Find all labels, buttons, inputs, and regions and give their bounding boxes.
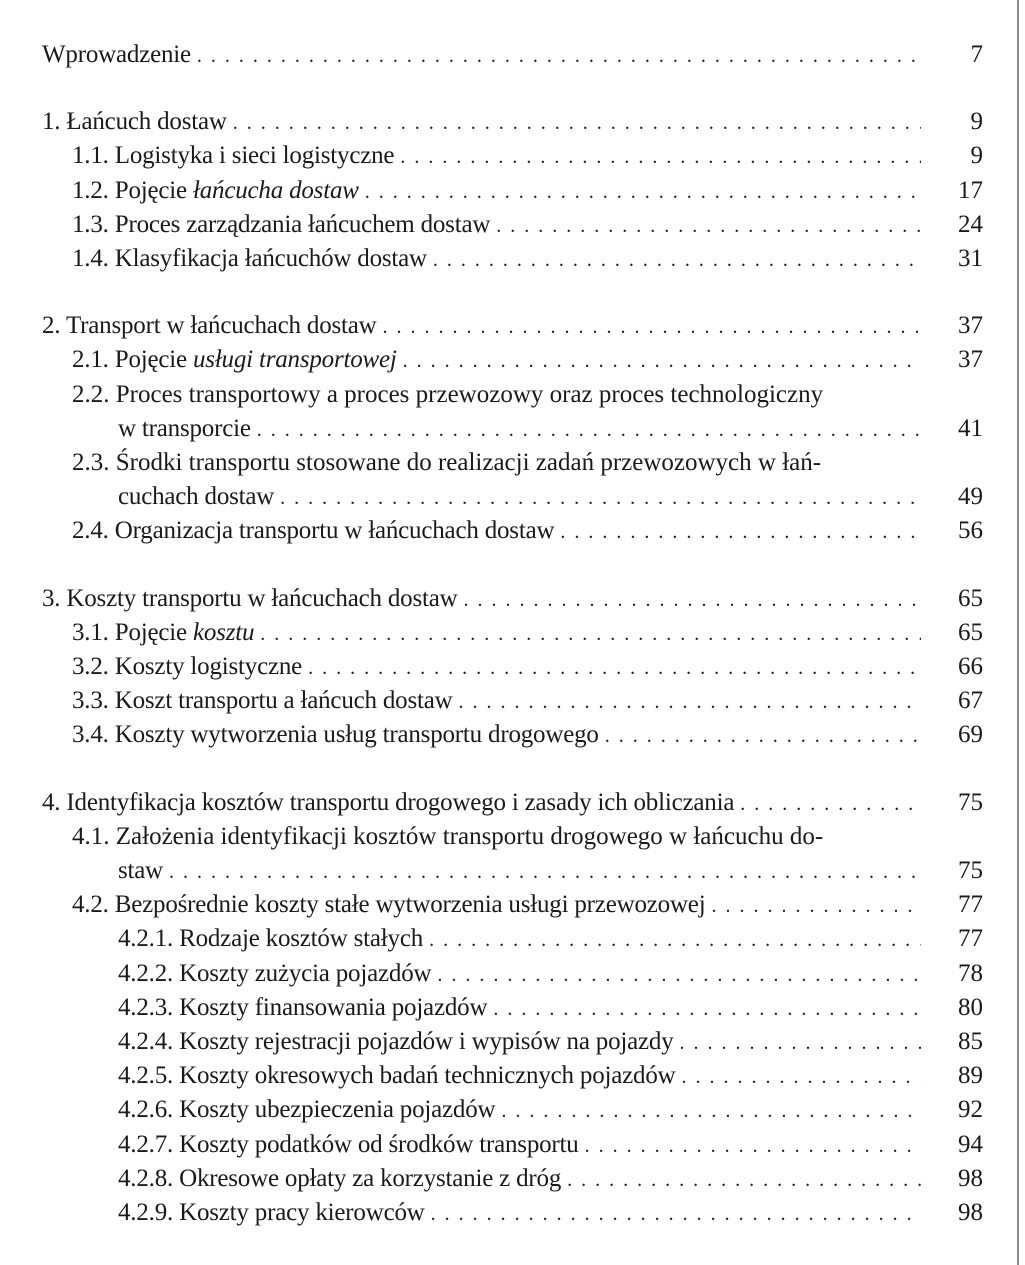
toc-entry-title-text: 3.3. Koszt transportu a łańcuch dostaw bbox=[72, 687, 453, 715]
toc-entry bbox=[72, 345, 983, 375]
toc-entry-title bbox=[72, 516, 560, 546]
toc-page-number: 49 bbox=[958, 483, 983, 511]
toc-entry-title-text: 4. Identyfikacja kosztów transportu drogowego i zasady ich obliczania bbox=[42, 788, 735, 816]
toc-entry-title-text: 1.2. Pojęcie bbox=[72, 176, 193, 204]
toc-page-number: 92 bbox=[958, 1096, 983, 1124]
toc-page-number: 78 bbox=[958, 959, 983, 987]
dot-leader bbox=[431, 1198, 921, 1228]
dot-leader bbox=[711, 890, 921, 920]
toc-entry-title bbox=[72, 176, 365, 206]
toc-entry-title-text: 3. Koszty transportu w łańcuchach dostaw bbox=[42, 584, 458, 612]
toc-entry-title-text: 4.2.4. Koszty rejestracji pojazdów i wypisów na pojazdy bbox=[118, 1028, 674, 1055]
toc-entry-title bbox=[72, 890, 711, 920]
toc-page-number: 77 bbox=[958, 891, 983, 919]
toc-page-number: 94 bbox=[958, 1130, 983, 1158]
toc-entry-title-text: 3.1. Pojęcie bbox=[72, 618, 193, 646]
toc-entry-title bbox=[42, 107, 233, 137]
toc-entry-title-text: 1. Łańcuch dostaw bbox=[42, 108, 227, 136]
toc-page-number: 75 bbox=[958, 788, 983, 816]
toc-page-number: 9 bbox=[970, 142, 983, 170]
dot-leader bbox=[308, 652, 921, 682]
toc-entry bbox=[118, 959, 983, 989]
toc-entry bbox=[72, 176, 983, 206]
toc-page-number: 67 bbox=[958, 687, 983, 715]
toc-entry bbox=[42, 584, 983, 614]
toc-entry bbox=[118, 1198, 983, 1228]
dot-leader bbox=[433, 244, 921, 274]
toc-page-number: 56 bbox=[958, 517, 983, 545]
toc-entry-title-continuation: staw bbox=[118, 856, 164, 884]
toc-entry bbox=[72, 618, 983, 648]
toc-entry bbox=[42, 788, 983, 818]
toc-entry-title-text: 1.4. Klasyfikacja łańcuchów dostaw bbox=[72, 245, 427, 272]
toc-entry bbox=[118, 1027, 983, 1057]
dot-leader bbox=[365, 176, 921, 206]
toc-entry-title bbox=[118, 1164, 567, 1194]
toc-entry-title-text: 4.2.2. Koszty zużycia pojazdów bbox=[118, 959, 432, 987]
toc-entry-title bbox=[118, 1095, 501, 1125]
toc-page-number: 77 bbox=[958, 925, 983, 953]
toc-entry-title bbox=[72, 244, 433, 274]
toc-entry-title-text: 4.2.9. Koszty pracy kierowców bbox=[118, 1199, 425, 1226]
dot-leader bbox=[493, 993, 921, 1023]
toc-entry-title bbox=[118, 1027, 680, 1057]
toc-entry-title-continuation: cuchach dostaw bbox=[118, 483, 275, 511]
dot-leader bbox=[233, 107, 921, 137]
toc-entry-title-text: Wprowadzenie bbox=[42, 41, 191, 68]
toc-entry bbox=[72, 686, 983, 716]
toc-entry-title bbox=[72, 141, 400, 171]
dot-leader bbox=[681, 1061, 921, 1091]
toc-entry-title-text: 2.1. Pojęcie bbox=[72, 346, 193, 374]
toc-entry-title bbox=[72, 686, 459, 716]
toc-page-number: 98 bbox=[958, 1164, 983, 1192]
toc-page-number: 98 bbox=[958, 1199, 983, 1226]
toc-entry-title-text: 1.3. Proces zarządzania łańcuchem dostaw bbox=[72, 210, 491, 238]
toc-entry bbox=[42, 40, 983, 70]
toc-entry-title bbox=[72, 652, 308, 682]
toc-entry bbox=[72, 720, 983, 750]
toc-entry-title-text: 2.4. Organizacja transportu w łańcuchach dostaw bbox=[72, 517, 555, 545]
toc-entry-title bbox=[42, 311, 383, 341]
toc-page-number: 24 bbox=[958, 210, 983, 238]
dot-leader bbox=[501, 1095, 921, 1125]
toc-page-number: 65 bbox=[958, 618, 983, 646]
toc-entry bbox=[72, 244, 983, 274]
toc-entry-title-italic: kosztu bbox=[192, 618, 255, 646]
dot-leader bbox=[560, 516, 921, 546]
toc-entry-title-text: 2. Transport w łańcuchach dostaw bbox=[42, 312, 377, 340]
dot-leader bbox=[680, 1027, 921, 1057]
toc-entry-title: 2.2. Proces transportowy a proces przewozowy oraz proces technologiczny bbox=[72, 380, 824, 408]
toc-entry bbox=[42, 311, 983, 341]
toc-entry-title bbox=[118, 959, 437, 989]
toc-entry-title: 4.1. Założenia identyfikacji kosztów transportu drogowego w łańcuchu do- bbox=[72, 822, 824, 850]
dot-leader bbox=[197, 40, 921, 70]
toc-entry-title bbox=[118, 924, 429, 954]
dot-leader bbox=[496, 210, 921, 240]
toc-page-number: 65 bbox=[958, 584, 983, 612]
toc-entry-title-text: 3.4. Koszty wytworzenia usług transportu drogowego bbox=[72, 721, 599, 749]
toc-entry bbox=[72, 822, 983, 884]
toc-entry bbox=[118, 924, 983, 954]
toc-entry-title bbox=[42, 788, 740, 818]
toc-entry-title bbox=[118, 1198, 431, 1228]
toc-entry bbox=[72, 210, 983, 240]
toc-entry-title-italic: usługi transportowej bbox=[192, 346, 397, 374]
toc-entry bbox=[72, 890, 983, 920]
dot-leader bbox=[257, 414, 921, 444]
toc-entry bbox=[42, 107, 983, 137]
toc-entry-title-text: 4.2. Bezpośrednie koszty stałe wytworzenia usługi przewozowej bbox=[72, 891, 706, 919]
toc-entry-title bbox=[72, 210, 496, 240]
toc-entry bbox=[72, 141, 983, 171]
dot-leader bbox=[585, 1130, 921, 1160]
toc-entry-title-text: 4.2.5. Koszty okresowych badań technicznych pojazdów bbox=[118, 1062, 676, 1090]
toc-page-number: 69 bbox=[958, 721, 983, 749]
toc-page-number: 85 bbox=[958, 1028, 983, 1055]
toc-entry-title bbox=[118, 1061, 681, 1091]
toc-page-number: 41 bbox=[958, 414, 983, 442]
dot-leader bbox=[383, 311, 921, 341]
dot-leader bbox=[605, 720, 921, 750]
toc-entry-title-text: 4.2.8. Okresowe opłaty za korzystanie z dróg bbox=[118, 1164, 562, 1192]
toc-entry bbox=[118, 1061, 983, 1091]
dot-leader bbox=[429, 924, 921, 954]
page-edge-rule bbox=[1017, 0, 1019, 1265]
toc-entry-title-text: 4.2.7. Koszty podatków od środków transportu bbox=[118, 1130, 579, 1158]
dot-leader bbox=[740, 788, 921, 818]
dot-leader bbox=[403, 345, 921, 375]
toc-entry-title bbox=[42, 584, 464, 614]
toc-entry-title bbox=[72, 618, 260, 648]
toc-entry-title: 2.3. Środki transportu stosowane do realizacji zadań przewozowych w łań- bbox=[72, 449, 822, 476]
dot-leader bbox=[280, 482, 921, 512]
toc-page-number: 66 bbox=[958, 653, 983, 680]
toc-entry bbox=[72, 380, 983, 442]
toc-entry bbox=[72, 652, 983, 682]
toc-entry-title bbox=[42, 40, 197, 70]
toc-entry-title bbox=[72, 720, 605, 750]
toc-entry-title-continuation: w transporcie bbox=[118, 414, 251, 442]
toc-entry bbox=[72, 448, 983, 511]
toc-entry bbox=[118, 1164, 983, 1194]
toc-page-number: 80 bbox=[958, 993, 983, 1021]
dot-leader bbox=[567, 1164, 921, 1194]
toc-entry-title-text: 4.2.6. Koszty ubezpieczenia pojazdów bbox=[118, 1096, 496, 1124]
dot-leader bbox=[169, 856, 921, 886]
toc-entry-title-text: 4.2.1. Rodzaje kosztów stałych bbox=[118, 925, 424, 953]
dot-leader bbox=[464, 584, 922, 614]
toc-page-number: 31 bbox=[958, 245, 983, 272]
toc-entry-title-text: 4.2.3. Koszty finansowania pojazdów bbox=[118, 993, 488, 1021]
toc-entry-title bbox=[72, 345, 403, 375]
toc-entry bbox=[72, 516, 983, 546]
dot-leader bbox=[437, 959, 921, 989]
toc-page-number: 7 bbox=[970, 41, 983, 68]
toc-page-number: 9 bbox=[970, 108, 983, 136]
toc-entry-title bbox=[118, 1130, 585, 1160]
dot-leader bbox=[459, 686, 922, 716]
toc-page-number: 75 bbox=[958, 856, 983, 884]
toc-page-number: 37 bbox=[958, 346, 983, 374]
toc-page-number: 89 bbox=[958, 1062, 983, 1090]
toc-entry-title-text: 3.2. Koszty logistyczne bbox=[72, 653, 303, 680]
toc-entry-title-text: 1.1. Logistyka i sieci logistyczne bbox=[72, 142, 395, 170]
dot-leader bbox=[400, 141, 921, 171]
dot-leader bbox=[260, 618, 921, 648]
toc-entry bbox=[118, 1095, 983, 1125]
toc-entry bbox=[118, 993, 983, 1023]
toc-entry bbox=[118, 1130, 983, 1160]
toc-entry-title bbox=[118, 993, 493, 1023]
toc-page-number: 37 bbox=[958, 312, 983, 340]
toc-page-number: 17 bbox=[958, 176, 983, 204]
toc-entry-title-italic: łańcucha dostaw bbox=[192, 176, 359, 204]
